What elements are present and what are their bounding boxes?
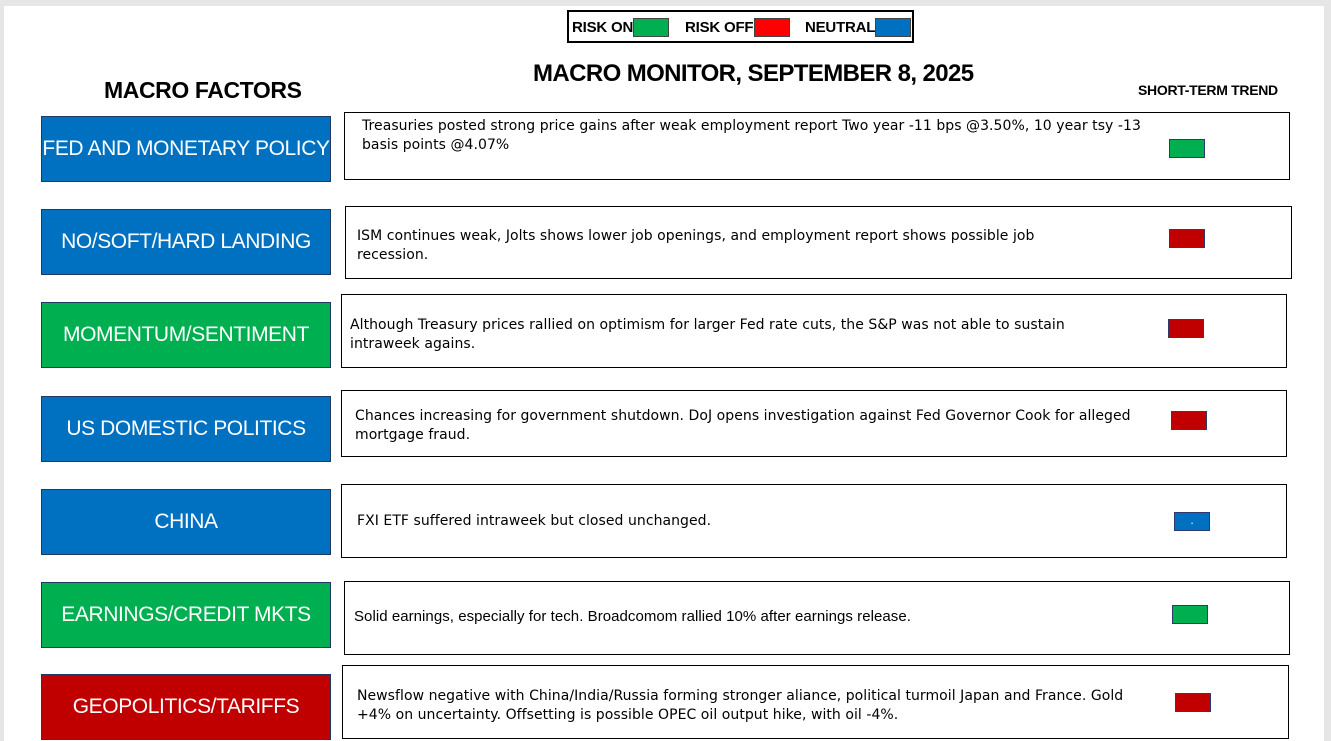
legend-label-risk-off: RISK OFF: [685, 19, 754, 36]
description-china: FXI ETF suffered intraweek but closed unchanged.: [357, 513, 712, 529]
trend-indicator-geopolitics: [1175, 693, 1211, 712]
description-fed: Treasuries posted strong price gains after weak employment report Two year -11 bps @3.50%, 10 year tsy -13 basis points @4.07%: [362, 118, 1141, 153]
trend-indicator-politics: [1171, 411, 1207, 430]
short-term-trend-heading: SHORT-TERM TREND: [1138, 82, 1278, 98]
description-geopolitics: Newsflow negative with China/India/Russia forming stronger aliance, political turmoil Japan and France. Gold +4% on uncertainty. Offsetting is possible OPEC oil output hike, with oil -4%.: [357, 688, 1124, 723]
trend-indicator-landing: [1169, 229, 1205, 248]
trend-indicator-earnings: [1172, 605, 1208, 624]
factor-china: CHINA: [41, 489, 331, 555]
trend-indicator-fed: [1169, 139, 1205, 158]
factor-geopolitics-tariffs: GEOPOLITICS/TARIFFS: [41, 674, 331, 740]
legend-swatch-risk-on: [633, 18, 669, 37]
legend: [567, 10, 914, 43]
factor-no-soft-hard-landing: NO/SOFT/HARD LANDING: [41, 209, 331, 275]
factor-fed-monetary-policy: FED AND MONETARY POLICY: [41, 116, 331, 182]
legend-label-neutral: NEUTRAL: [805, 19, 876, 36]
description-momentum: Although Treasury prices rallied on optimism for larger Fed rate cuts, the S&P was not able to sustain intraweek agains.: [350, 317, 1065, 352]
description-earnings: Solid earnings, especially for tech. Broadcomom rallied 10% after earnings release.: [354, 608, 911, 625]
description-politics: Chances increasing for government shutdown. DoJ opens investigation against Fed Governor Cook for alleged mortgage fraud.: [355, 408, 1131, 443]
macro-factors-heading: MACRO FACTORS: [104, 77, 302, 103]
description-landing: ISM continues weak, Jolts shows lower job openings, and employment report shows possible job recession.: [357, 228, 1035, 263]
trend-indicator-momentum: [1168, 319, 1204, 338]
page-title: MACRO MONITOR, SEPTEMBER 8, 2025: [533, 60, 974, 87]
legend-swatch-risk-off: [754, 18, 790, 37]
trend-indicator-china: .: [1174, 512, 1210, 531]
legend-swatch-neutral: [875, 18, 911, 37]
factor-earnings-credit-mkts: EARNINGS/CREDIT MKTS: [41, 582, 331, 648]
factor-momentum-sentiment: MOMENTUM/SENTIMENT: [41, 302, 331, 368]
factor-us-domestic-politics: US DOMESTIC POLITICS: [41, 396, 331, 462]
legend-label-risk-on: RISK ON: [572, 19, 634, 36]
